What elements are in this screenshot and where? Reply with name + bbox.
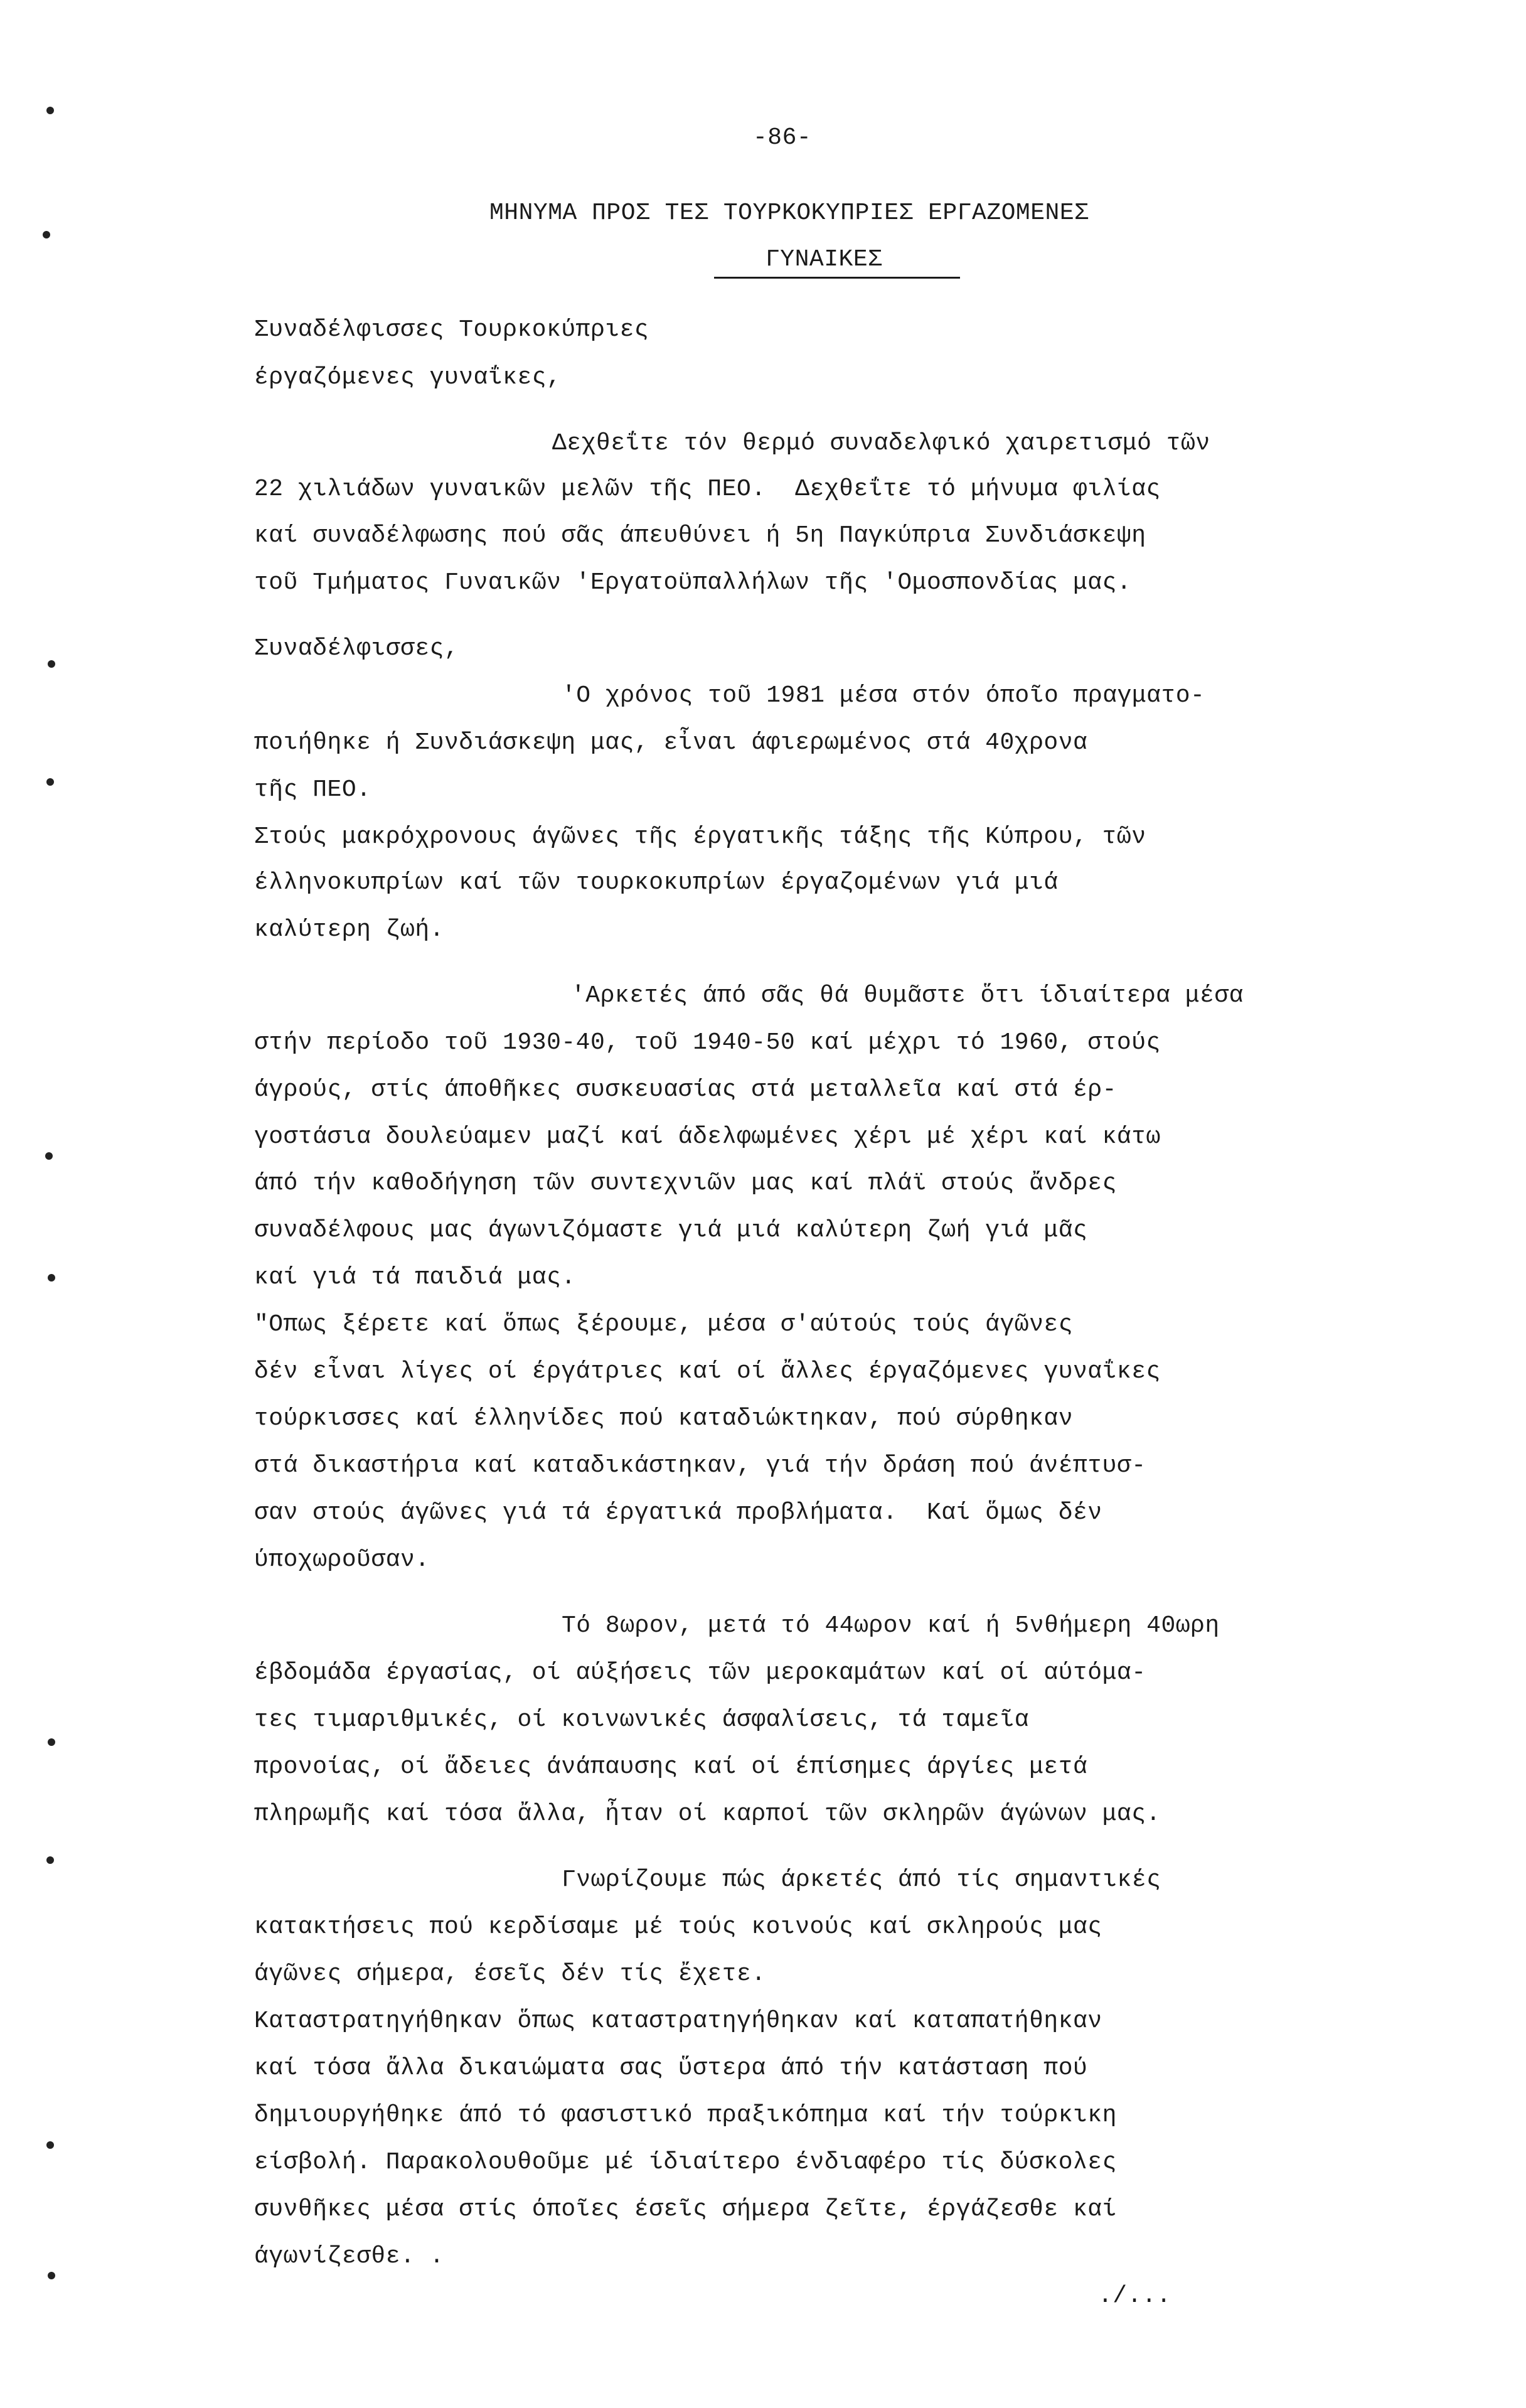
body-line: άγωνίζεσθε. . — [254, 2243, 444, 2270]
title-line-1: ΜΗΝΥΜΑ ΠΡΟΣ ΤΕΣ ΤΟΥΡΚΟΚΥΠΡΙΕΣ ΕΡΓΑΖΟΜΕΝΕΣ — [489, 200, 1089, 227]
title-underline — [714, 277, 960, 279]
page-number: -86- — [753, 124, 812, 151]
body-line: έργαζόμενες γυναΐκες, — [254, 364, 562, 391]
binding-hole-mark — [46, 778, 54, 786]
body-line: δημιουργήθηκε άπό τό φασιστικό πραξικόπημα καί τήν τούρκικη — [254, 2102, 1117, 2129]
body-line: άγῶνες σήμερα, έσεῖς δέν τίς ἔχετε. — [254, 1961, 766, 1988]
binding-hole-mark — [45, 1152, 53, 1160]
body-line: τῆς ΠΕΟ. — [254, 776, 371, 803]
body-line: Δεχθεΐτε τόν θερμό συναδελφικό χαιρετισμό τῶν — [552, 430, 1210, 457]
body-line: στήν περίοδο τοῦ 1930-40, τοῦ 1940-50 καί μέχρι τό 1960, στούς — [254, 1029, 1161, 1056]
body-line: δέν εἶναι λίγες οί έργάτριες καί οί ἄλλες έργαζόμενες γυναΐκες — [254, 1358, 1161, 1385]
body-line: στά δικαστήρια καί καταδικάστηκαν, γιά τήν δράση πού άνέπτυσ- — [254, 1452, 1146, 1479]
body-line: συναδέλφους μας άγωνιζόμαστε γιά μιά καλύτερη ζωή γιά μᾶς — [254, 1217, 1088, 1244]
body-line: τες τιμαριθμικές, οί κοινωνικές άσφαλίσεις, τά ταμεῖα — [254, 1706, 1030, 1733]
body-line: καί γιά τά παιδιά μας. — [254, 1264, 576, 1291]
binding-hole-mark — [48, 1738, 55, 1746]
body-line: σαν στούς άγῶνες γιά τά έργατικά προβλήματα. Καί ὅμως δέν — [254, 1499, 1102, 1526]
continuation-mark: ./... — [1098, 2282, 1171, 2309]
binding-hole-mark — [46, 2141, 54, 2149]
body-line: Συναδέλφισσες, — [254, 635, 459, 662]
body-line: γοστάσια δουλεύαμεν μαζί καί άδελφωμένες χέρι μέ χέρι καί κάτω — [254, 1123, 1161, 1150]
body-line: έλληνοκυπρίων καί τῶν τουρκοκυπρίων έργαζομένων γιά μιά — [254, 869, 1059, 896]
binding-hole-mark — [48, 2272, 55, 2279]
body-line: τοῦ Τμήματος Γυναικῶν 'Εργατοϋπαλλήλων τῆς 'Ομοσπονδίας μας. — [254, 569, 1132, 596]
body-line: είσβολή. Παρακολουθοῦμε μέ ίδιαίτερο ένδιαφέρο τίς δύσκολες — [254, 2149, 1117, 2176]
body-line: "Οπως ξέρετε καί ὅπως ξέρουμε, μέσα σ'αύτούς τούς άγῶνες — [254, 1311, 1074, 1338]
body-line: 'Αρκετές άπό σᾶς θά θυμᾶστε ὅτι ίδιαίτερα μέσα — [571, 982, 1244, 1009]
title-line-2: ΓΥΝΑΙΚΕΣ — [766, 246, 883, 273]
body-line: άγρούς, στίς άποθῆκες συσκευασίας στά μεταλλεῖα καί στά έρ- — [254, 1076, 1117, 1103]
body-line: καί συναδέλφωσης πού σᾶς άπευθύνει ή 5η Παγκύπρια Συνδιάσκεψη — [254, 522, 1146, 549]
body-line: τούρκισσες καί έλληνίδες πού καταδιώκτηκαν, πού σύρθηκαν — [254, 1405, 1074, 1432]
binding-hole-mark — [48, 660, 55, 668]
body-line: Καταστρατηγήθηκαν ὅπως καταστρατηγήθηκαν καί καταπατήθηκαν — [254, 2008, 1102, 2035]
body-line: συνθῆκες μέσα στίς όποῖες έσεῖς σήμερα ζεῖτε, έργάζεσθε καί — [254, 2196, 1117, 2223]
body-line: καί τόσα ἄλλα δικαιώματα σας ὕστερα άπό τήν κατάσταση πού — [254, 2055, 1088, 2082]
body-line: άπό τήν καθοδήγηση τῶν συντεχνιῶν μας καί πλάϊ στούς ἄνδρες — [254, 1170, 1117, 1197]
binding-hole-mark — [43, 231, 50, 238]
body-line: κατακτήσεις πού κερδίσαμε μέ τούς κοινούς καί σκληρούς μας — [254, 1913, 1102, 1940]
binding-hole-mark — [46, 107, 54, 114]
body-line: ύποχωροῦσαν. — [254, 1546, 430, 1573]
body-line: 22 χιλιάδων γυναικῶν μελῶν τῆς ΠΕΟ. Δεχθεΐτε τό μήνυμα φιλίας — [254, 476, 1161, 503]
body-line: προνοίας, οί ἄδειες άνάπαυσης καί οί έπίσημες άργίες μετά — [254, 1753, 1088, 1780]
body-line: Συναδέλφισσες Τουρκοκύπριες — [254, 316, 649, 343]
body-line: 'Ο χρόνος τοῦ 1981 μέσα στόν όποῖο πραγματο- — [562, 682, 1205, 709]
binding-hole-mark — [46, 1856, 54, 1864]
body-line: καλύτερη ζωή. — [254, 916, 444, 943]
body-line: ποιήθηκε ή Συνδιάσκεψη μας, εἶναι άφιερωμένος στά 40χρονα — [254, 729, 1088, 756]
body-line: πληρωμῆς καί τόσα ἄλλα, ἦταν οί καρποί τῶν σκληρῶν άγώνων μας. — [254, 1801, 1161, 1827]
body-line: έβδομάδα έργασίας, οί αύξήσεις τῶν μεροκαμάτων καί οί αύτόμα- — [254, 1659, 1146, 1686]
binding-hole-mark — [48, 1274, 55, 1282]
body-line: Τό 8ωρον, μετά τό 44ωρον καί ή 5νθήμερη 40ωρη — [562, 1612, 1220, 1639]
body-line: Γνωρίζουμε πώς άρκετές άπό τίς σημαντικές — [562, 1866, 1161, 1893]
body-line: Στούς μακρόχρονους άγῶνες τῆς έργατικῆς τάξης τῆς Κύπρου, τῶν — [254, 823, 1146, 850]
